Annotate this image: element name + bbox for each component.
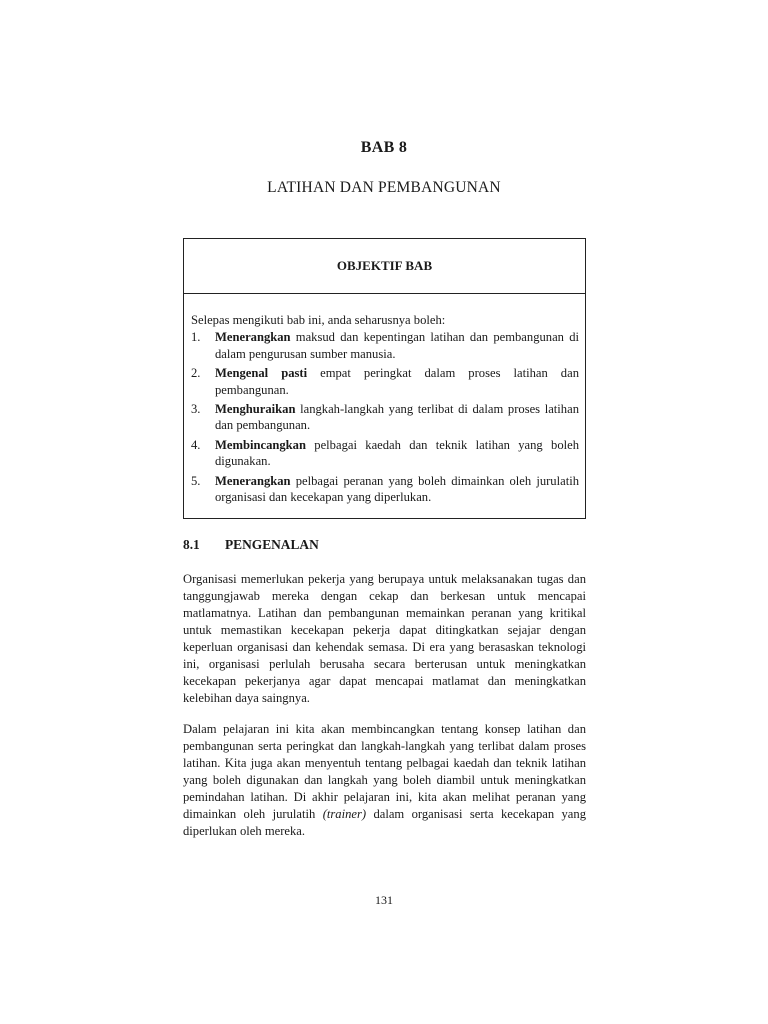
objective-description: pelbagai peranan yang boleh dimainkan oleh jurulatih organisasi dan kecekapan yang diperlukan.	[215, 473, 579, 505]
objective-text	[215, 473, 579, 506]
objective-description: empat peringkat dalam proses latihan dan pembangunan.	[215, 366, 579, 397]
objectives-body	[184, 294, 585, 505]
objective-item-4	[191, 437, 579, 470]
paragraph-italic-term: (trainer)	[322, 807, 367, 821]
objectives-box	[183, 238, 586, 519]
page-number: 131	[375, 893, 393, 907]
objective-verb: Menerangkan	[215, 473, 291, 488]
objectives-heading: OBJEKTIF BAB	[184, 239, 585, 294]
chapter-number: BAB 8	[360, 139, 408, 156]
intro-paragraph-2	[183, 721, 586, 840]
objectives-list	[191, 329, 579, 505]
objective-item-1	[191, 329, 579, 362]
objective-verb: Menerangkan	[215, 330, 291, 345]
section-number: 8.1	[183, 537, 200, 552]
paragraph-text: Dalam pelajaran ini kita akan membincangkan tentang konsep latihan dan pembangunan serta peringkat dan langkah-langkah yang terlibat dalam proses latihan. Kita juga akan menyentuh tentang pelbagai kaedah dan teknik latihan yang boleh digunakan dan langkah yang boleh diambil untuk meningkatkan pemindahan latihan. Di akhir pelajaran ini, kita akan melihat peranan yang dimainkan oleh jurulatih	[183, 722, 586, 821]
section-heading	[183, 537, 319, 553]
objective-verb: Mengenal pasti	[215, 366, 308, 381]
objective-number: 4.	[191, 437, 201, 452]
objective-description: langkah-langkah yang terlibat di dalam proses latihan dan pembangunan.	[215, 402, 579, 433]
chapter-title: LATIHAN DAN PEMBANGUNAN	[267, 179, 501, 196]
objective-description: maksud dan kepentingan latihan dan pembangunan di dalam pengurusan sumber manusia.	[215, 330, 579, 361]
objective-number: 2.	[191, 366, 201, 381]
section-title: PENGENALAN	[225, 537, 319, 552]
objective-item-5	[191, 473, 579, 506]
objective-verb: Membincangkan	[215, 437, 306, 452]
objective-text	[215, 401, 579, 434]
objective-text	[215, 329, 579, 362]
objective-item-3	[191, 401, 579, 434]
objective-description: pelbagai kaedah dan teknik latihan yang boleh digunakan.	[215, 437, 579, 469]
objective-text	[215, 437, 579, 470]
paragraph-text: dalam organisasi serta kecekapan yang diperlukan oleh mereka.	[183, 807, 586, 838]
objective-number: 5.	[191, 473, 201, 488]
objective-item-2	[191, 365, 579, 398]
objectives-intro: Selepas mengikuti bab ini, anda seharusnya boleh:	[191, 313, 446, 327]
intro-paragraph-1: Organisasi memerlukan pekerja yang berupaya untuk melaksanakan tugas dan tanggungjawab mereka dengan cekap dan berkesan untuk mencapai matlamatnya. Latihan dan pembangunan memainkan peranan yang kritikal untuk memastikan kecekapan pekerja dapat ditingkatkan sejajar dengan keperluan organisasi dan kehendak semasa. Di era yang berasaskan teknologi ini, organisasi perlulah berusaha secara berterusan untuk meningkatkan kecekapan pekerjanya agar dapat mencapai matlamat dan meningkatkan kelebihan daya saingnya.	[183, 572, 586, 705]
objective-text	[215, 365, 579, 398]
objective-verb: Menghuraikan	[215, 402, 296, 417]
objective-number: 1.	[191, 330, 201, 345]
objective-number: 3.	[191, 402, 201, 417]
